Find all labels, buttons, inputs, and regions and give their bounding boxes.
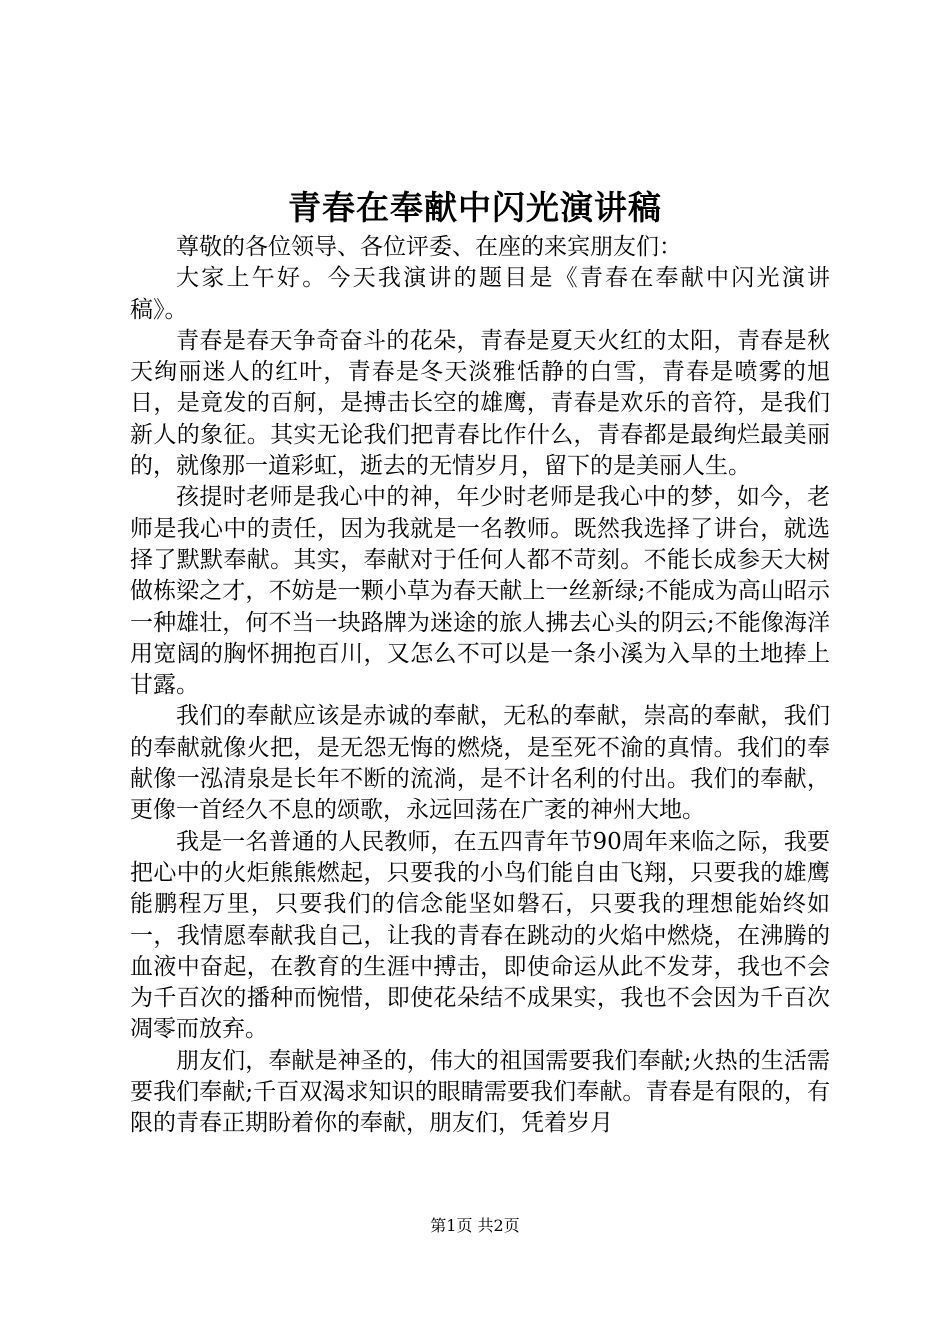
page-footer: 第1页 共2页 [430, 1216, 520, 1235]
body-paragraph: 朋友们，奉献是神圣的，伟大的祖国需要我们奉献;火热的生活需要我们奉献;千百双渴求知识的眼睛需要我们奉献。青春是有限的，有限的青春正期盼着你的奉献，朋友们，凭着岁月 [130, 1047, 830, 1137]
document-body [130, 232, 830, 1140]
body-paragraph: 青春是春天争奇奋斗的花朵，青春是夏天火红的太阳，青春是秋天绚丽迷人的红叶，青春是冬天淡雅恬静的白雪，青春是喷雾的旭日，是竟发的百舸，是搏击长空的雄鹰，青春是欢乐的音符，是我们新人的象征。其实无论我们把青春比作什么，青春都是最绚烂最美丽的，就像那一道彩虹，逝去的无情岁月，留下的是美丽人生。 [130, 327, 830, 480]
body-paragraph: 我是一名普通的人民教师，在五四青年节90周年来临之际，我要把心中的火炬熊熊燃起，只要我的小鸟们能自由飞翔，只要我的雄鹰能鹏程万里，只要我们的信念能坚如磐石，只要我的理想能始终如一，我情愿奉献我自己，让我的青春在跳动的火焰中燃烧，在沸腾的血液中奋起，在教育的生涯中搏击，即使命运从此不发芽，我也不会为千百次的播种而惋惜，即使花朵结不成果实，我也不会因为千百次凋零而放弃。 [130, 828, 830, 1043]
document-title: 青春在奉献中闪光演讲稿 [288, 188, 662, 227]
salutation-paragraph: 尊敬的各位领导、各位评委、在座的来宾朋友们： [176, 234, 682, 260]
body-paragraph: 大家上午好。今天我演讲的题目是《青春在奉献中闪光演讲稿》。 [130, 265, 830, 323]
body-paragraph: 我们的奉献应该是赤诚的奉献，无私的奉献，崇高的奉献，我们的奉献就像火把，是无怨无悔的燃烧，是至死不渝的真情。我们的奉献像一泓清泉是长年不断的流淌，是不计名利的付出。我们的奉献，更像一首经久不息的颂歌，永远回荡在广袤的神州大地。 [130, 703, 830, 824]
body-paragraph: 孩提时老师是我心中的神，年少时老师是我心中的梦，如今，老师是我心中的责任，因为我就是一名教师。既然我选择了讲台，就选择了默默奉献。其实，奉献对于任何人都不苛刻。不能长成参天大树做栋梁之才，不妨是一颗小草为春天献上一丝新绿;不能成为高山昭示一种雄壮，何不当一块路牌为迷途的旅人拂去心头的阴云;不能像海洋用宽阔的胸怀拥抱百川，又怎么不可以是一条小溪为入旱的土地捧上甘露。 [130, 484, 830, 699]
